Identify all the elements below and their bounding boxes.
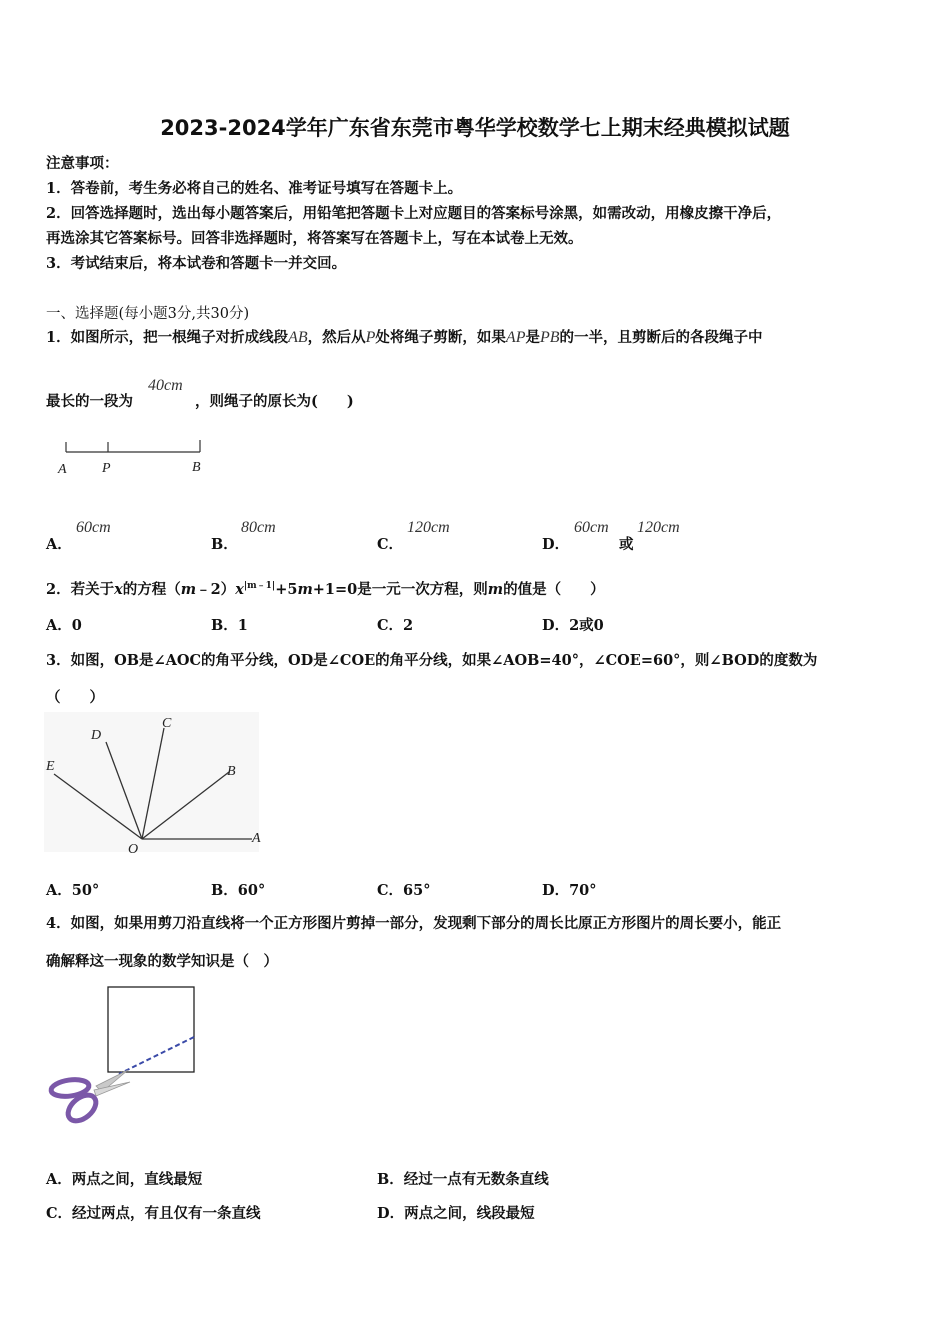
q1-option-b-value: 80cm xyxy=(241,519,276,536)
label-d: D xyxy=(91,728,102,743)
q1-segment-figure xyxy=(52,436,212,480)
q1-option-d-value: 60cm xyxy=(574,519,609,536)
q1-option-d-key[interactable]: D． xyxy=(542,536,570,553)
label-a: A xyxy=(252,831,261,846)
q4-option-a[interactable]: A．两点之间，直线最短 xyxy=(46,1171,203,1188)
q3-angle-figure xyxy=(44,712,266,858)
q1-option-c-key[interactable]: C． xyxy=(377,536,404,553)
notice-item: 再选涂其它答案标号。回答非选择题时，将答案写在答题卡上，写在本试卷上无效。 xyxy=(46,230,583,247)
q2-option-a[interactable]: A．0 xyxy=(46,617,82,634)
q3-option-a[interactable]: A．50° xyxy=(46,882,100,899)
q1-option-a-value: 60cm xyxy=(76,519,111,536)
label-c: C xyxy=(162,716,172,731)
q1-option-a-key[interactable]: A． xyxy=(46,536,72,553)
label-p: P xyxy=(102,461,111,476)
notice-item: 2．回答选择题时，选出每小题答案后，用铅笔把答题卡上对应题目的答案标号涂黑，如需改动，用橡皮擦干净后， xyxy=(46,205,782,222)
label-b: B xyxy=(192,460,201,475)
page-title: 2023-2024学年广东省东莞市粤华学校数学七上期末经典模拟试题 xyxy=(160,116,790,140)
q3-option-c[interactable]: C．65° xyxy=(377,882,431,899)
question-1-line-2: 最长的一段为 xyxy=(46,393,133,410)
q4-option-b[interactable]: B．经过一点有无数条直线 xyxy=(377,1171,549,1188)
question-1-line-2b: ，则绳子的原长为( ) xyxy=(195,393,354,410)
q3-option-b[interactable]: B．60° xyxy=(211,882,266,899)
q3-option-d[interactable]: D．70° xyxy=(542,882,597,899)
notice-item: 1．答卷前，考生务必将自己的姓名、准考证号填写在答题卡上。 xyxy=(46,180,463,197)
q4-option-c[interactable]: C．经过两点，有且仅有一条直线 xyxy=(46,1205,261,1222)
notice-item: 3．考试结束后，将本试卷和答题卡一并交回。 xyxy=(46,255,347,272)
label-b: B xyxy=(227,764,236,779)
question-1-line-1: 1．如图所示，把一根绳子对折成线段AB，然后从P处将绳子剪断，如果AP是PB的一半，且剪断后的各段绳子中 xyxy=(46,329,763,346)
question-2: 2．若关于x的方程$(m﹣2)x^{|m﹣1|}+5m+1=0$是一元一次方程，则m的值是（ ） xyxy=(46,581,605,598)
section-heading: 一、选择题(每小题3分,共30分) xyxy=(46,306,250,322)
q1-option-d-value-2: 120cm xyxy=(637,519,680,536)
q4-scissors-figure xyxy=(44,982,204,1132)
question-3-line-1: 3．如图，OB是∠AOC的角平分线，OD是∠COE的角平分线，如果∠AOB=40°，∠COE=60°，则∠BOD的度数为 xyxy=(46,652,818,669)
q4-option-d[interactable]: D．两点之间，线段最短 xyxy=(377,1205,535,1222)
label-e: E xyxy=(46,759,55,774)
q2-option-d[interactable]: D．2或0 xyxy=(542,617,604,634)
q2-option-b[interactable]: B．1 xyxy=(211,617,248,634)
question-4-line-2: 确解释这一现象的数学知识是（ ） xyxy=(46,953,278,970)
q1-option-b-key[interactable]: B． xyxy=(211,536,238,553)
question-4-line-1: 4．如图，如果用剪刀沿直线将一个正方形图片剪掉一部分，发现剩下部分的周长比原正方形图片的周长要小，能正 xyxy=(46,915,782,932)
cut-line xyxy=(119,1037,194,1074)
q1-option-d-or: 或 xyxy=(619,536,634,553)
label-a: A xyxy=(58,462,67,477)
q1-length-value: 40cm xyxy=(148,377,183,394)
q1-option-c-value: 120cm xyxy=(407,519,450,536)
notice-heading: 注意事项： xyxy=(46,155,119,172)
q2-option-c[interactable]: C．2 xyxy=(377,617,414,634)
question-3-line-2: （ ） xyxy=(46,689,104,706)
label-o: O xyxy=(128,842,139,857)
